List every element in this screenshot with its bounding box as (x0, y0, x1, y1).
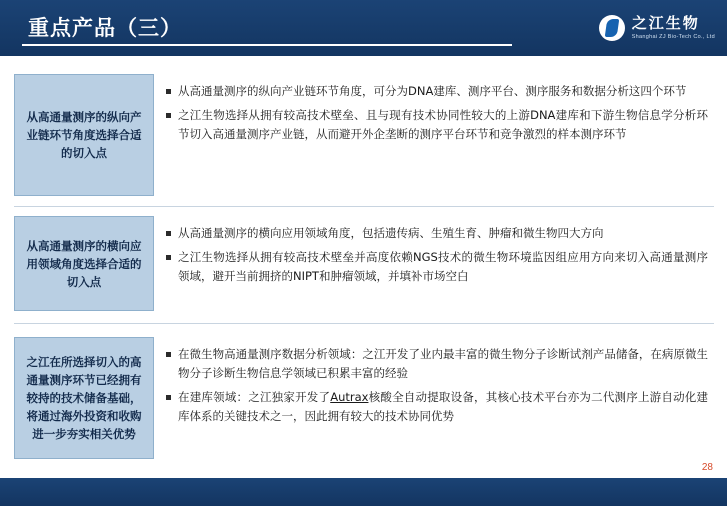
logo-text-cn: 之江生物 (631, 14, 700, 32)
list-item (166, 248, 708, 286)
block-3-label: 之江在所选择切入的高通量测序环节已经拥有较持的技术储备基础，将通过海外投资和收购进一步夯实相关优势 (26, 355, 142, 441)
square-bullet-icon (166, 89, 171, 94)
logo-mark-icon (599, 15, 625, 41)
block-2-content (154, 216, 714, 311)
square-bullet-icon (166, 395, 171, 400)
square-bullet-icon (166, 231, 171, 236)
list-item (166, 388, 708, 426)
block-2-label: 从高通量测序的横向应用领域角度选择合适的切入点 (26, 238, 142, 289)
list-item (166, 82, 708, 101)
bullet-text: 在建库领域：之江独家开发了Autrax核酸全自动提取设备，其核心技术平台亦为二代测序上游自动化建库体系的关键技术之一，因此拥有较大的技术协同优势 (178, 390, 709, 423)
block-3-label-cell (14, 337, 154, 459)
list-item (166, 106, 708, 144)
bullet-text: 从高通量测序的横向应用领域角度，包括遗传病、生殖生育、肿瘤和微生物四大方向 (178, 226, 604, 240)
bullet-text: 在微生物高通量测序数据分析领域：之江开发了业内最丰富的微生物分子诊断试剂产品储备，在病原微生物分子诊断生物信息学领域已积累丰富的经验 (178, 347, 708, 380)
logo-text-en: Shanghai ZJ Bio-Tech Co., Ltd (631, 34, 715, 40)
list-item (166, 224, 708, 243)
square-bullet-icon (166, 113, 171, 118)
page-number: 28 (701, 462, 713, 473)
block-1-label-cell (14, 74, 154, 196)
content-block-1 (14, 74, 714, 196)
bullet-text: 从高通量测序的纵向产业链环节角度，可分为DNA建库、测序平台、测序服务和数据分析这四个环节 (178, 84, 687, 98)
square-bullet-icon (166, 255, 171, 260)
title-underline (22, 44, 512, 46)
slide-footer (0, 478, 727, 506)
block-1-content (154, 74, 714, 196)
divider (14, 206, 714, 207)
square-bullet-icon (166, 352, 171, 357)
content-block-3 (14, 337, 714, 459)
block-3-content (154, 337, 714, 459)
block-1-label: 从高通量测序的纵向产业链环节角度选择合适的切入点 (26, 110, 142, 160)
company-logo (599, 8, 715, 48)
content-block-2 (14, 216, 714, 311)
page-title: 重点产品（三） (28, 16, 182, 40)
bullet-text: 之江生物选择从拥有较高技术壁垒并高度依赖NGS技术的微生物环境监因组应用方向来切入高通量测序领域，避开当前拥挤的NIPT和肿瘤领域，并填补市场空白 (178, 250, 708, 283)
block-2-label-cell (14, 216, 154, 311)
bullet-text: 之江生物选择从拥有较高技术壁垒、且与现有技术协同性较大的上游DNA建库和下游生物信息学分析环节切入高通量测序产业链，从而避开外企垄断的测序平台环节和竞争激烈的样本测序环节 (178, 108, 708, 141)
divider (14, 323, 714, 324)
list-item (166, 345, 708, 383)
slide-header (0, 0, 727, 56)
